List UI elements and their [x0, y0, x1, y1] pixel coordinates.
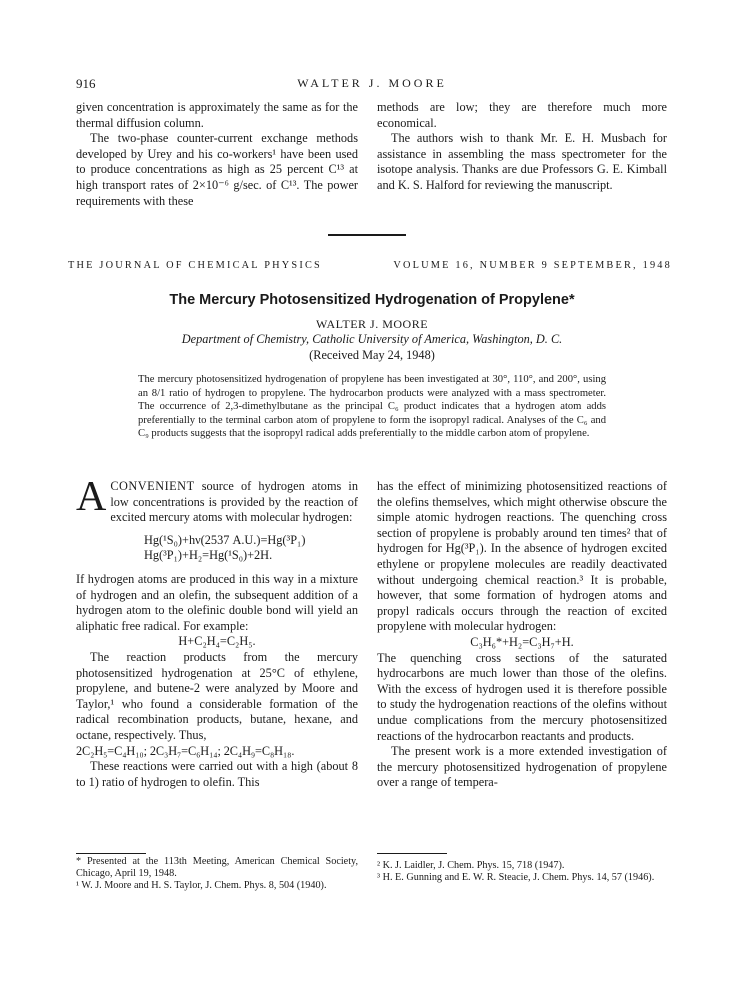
paragraph: The two-phase counter-current exchange methods developed by Urey and his co-workers¹ have been used to produce concentrations as high as 25 percent C¹³ at high transport rates of 2×10⁻⁶ g/sec. of C¹³. The power requirements with these	[76, 131, 358, 208]
page-number: 916	[76, 76, 96, 91]
drop-cap: A	[76, 474, 107, 520]
abstract: The mercury photosensitized hydrogenation of propylene has been investigated at 30°, 110°, and 200°, using an 8/1 ratio of hydrogen to propylene. The hydrocarbon products were analyzed with a mass spectrometer. The occurrence of 2,3-dimethylbutane as the principal C₆ product indicates that a hydrogen atom adds preferentially to the terminal carbon atom of propylene to form the isopropyl radical. Analyses of the C₆ and C₉ products suggests that the isopropyl radical adds preferentially to the middle carbon atom of propylene.	[138, 374, 606, 440]
journal-issue: VOLUME 16, NUMBER 9 SEPTEMBER, 1948	[393, 260, 672, 271]
equation: Hg(³P₁)+H₂=Hg(¹S₀)+2H.	[144, 548, 273, 563]
article-author: WALTER J. MOORE	[315, 317, 429, 331]
footnote: ¹ W. J. Moore and H. S. Taylor, J. Chem. Phys. 8, 504 (1940).	[76, 880, 327, 892]
body-right-column	[377, 479, 667, 791]
page-header	[76, 76, 668, 92]
author-affiliation: Department of Chemistry, Catholic University of America, Washington, D. C.	[181, 332, 563, 346]
running-head: WALTER J. MOORE	[297, 76, 447, 90]
paragraph: If hydrogen atoms are produced in this way in a mixture of hydrogen and an olefin, the subsequent addition of a hydrogen atom to the olefinic double bond will yield an aliphatic free radical. For example:	[76, 571, 358, 633]
paragraph: The quenching cross sections of the saturated hydrocarbons are much lower than those of the olefins. With the excess of hydrogen used it is therefore possible to study the hydrogenation reactions of the olefins without undue complications from the mercury photosensitized reactions of the hydrocarbon reactants and products.	[377, 650, 667, 743]
equation-block	[76, 533, 358, 564]
article-title: The Mercury Photosensitized Hydrogenation of Propylene*	[169, 292, 575, 308]
equation: H+C₂H₄=C₂H₅.	[178, 634, 256, 649]
paragraph: The present work is a more extended investigation of the mercury photosensitized hydrogenation of propylene over a range of tempera-	[377, 744, 667, 790]
opening-caps: CONVENIENT	[110, 479, 195, 493]
footnote-rule	[377, 853, 447, 854]
journal-banner	[68, 260, 672, 274]
article-divider	[328, 234, 406, 236]
footnote-rule	[76, 853, 146, 854]
footnotes-left	[76, 856, 358, 893]
paragraph: given concentration is approximately the same as for the thermal diffusion column.	[76, 100, 358, 130]
equation: Hg(¹S₀)+hν(2537 A.U.)=Hg(³P₁)	[144, 532, 306, 547]
equation: C₃H₆*+H₂=C₃H₇+H.	[470, 634, 574, 649]
opening-paragraph	[76, 474, 358, 526]
equation: 2C₂H₅=C₄H₁₀; 2C₃H₇=C₆H₁₄; 2C₄H₉=C₈H₁₈.	[76, 743, 295, 758]
footnotes-right	[377, 860, 667, 884]
footnote: ² K. J. Laidler, J. Chem. Phys. 15, 718 (1947).	[377, 860, 565, 871]
paragraph: The authors wish to thank Mr. E. H. Musbach for assistance in assembling the mass spectrometer for the isotope analysis. Thanks are due Professors G. E. Kimball and K. S. Halford for reviewing the manuscript.	[377, 131, 667, 192]
previous-article-right-column	[377, 100, 667, 194]
paragraph: The reaction products from the mercury photosensitized hydrogenation at 25°C of ethylene, propylene, and butene-2 were analyzed by Moore and Taylor,¹ who found a considerable formation of the radical recombination products, butane, hexane, and octane, respectively. Thus,	[76, 649, 358, 742]
footnote: ³ H. E. Gunning and E. W. R. Steacie, J. Chem. Phys. 14, 57 (1946).	[377, 872, 655, 884]
footnote: * Presented at the 113th Meeting, American Chemical Society, Chicago, April 19, 1948.	[76, 856, 358, 880]
received-date: (Received May 24, 1948)	[309, 348, 435, 362]
paragraph-text: source of hydrogen atoms in low concentrations is provided by the reaction of excited mercury atoms with molecular hydrogen:	[110, 479, 358, 525]
journal-name: THE JOURNAL OF CHEMICAL PHYSICS	[68, 260, 322, 271]
paragraph: has the effect of minimizing photosensitized reactions of the olefins themselves, which might otherwise obscure the simple atomic hydrogen reactions. The quenching cross section of propylene is probably around ten times² that of hydrogen for Hg(³P₁). In the absence of hydrogen excited ethylene or propylene molecules are readily deactivated without undergoing chemical reaction.³ It is probable, however, that some formation of hydrogen atoms and propyl radicals occurs through the reaction of excited propylene with molecular hydrogen:	[377, 479, 667, 634]
previous-article-left-column	[76, 100, 358, 209]
body-left-column	[76, 474, 358, 790]
paragraph: methods are low; they are therefore much more economical.	[377, 100, 667, 130]
paragraph: These reactions were carried out with a high (about 8 to 1) ratio of hydrogen to olefin. This	[76, 759, 358, 789]
